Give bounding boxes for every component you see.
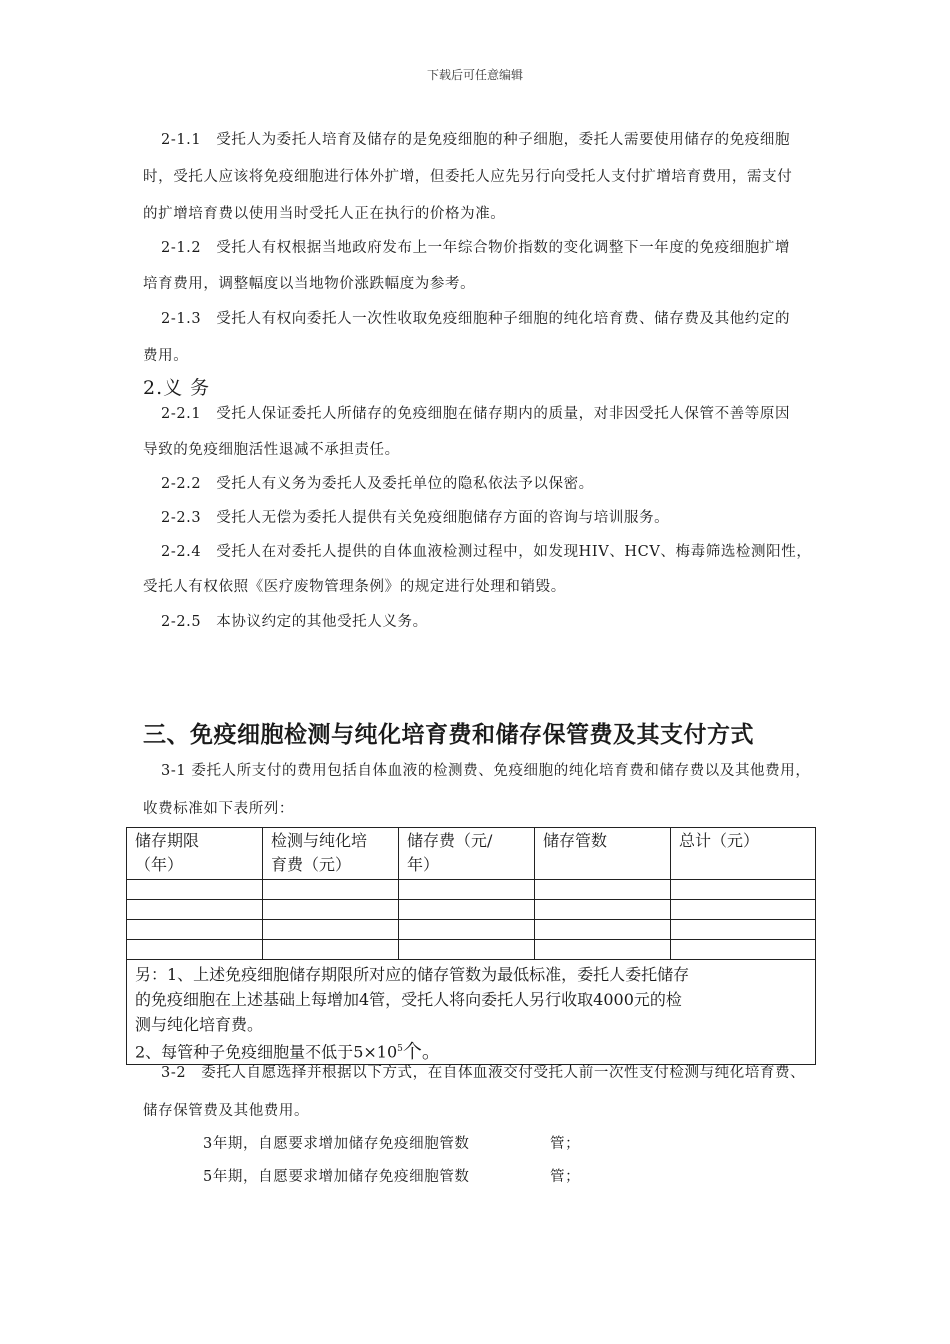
- header-storage-fee: 储存费（元/ 年）: [399, 828, 535, 880]
- table-row: [127, 940, 816, 960]
- fee-table-note: 另：1、上述免疫细胞储存期限所对应的储存管数为最低标准，委托人委托储存 的免疫细胞在上述基础上每增加4管，受托人将向委托人另行收取4000元的检 测与纯化培育费。 2、每管种子免疫细胞量不低于$5\times 10^5$个。: [127, 960, 816, 1065]
- clause-2-2-4-line1: 2-2.4 受托人在对委托人提供的自体血液检测过程中，如发现HIV、HCV、梅毒筛选检测阳性，: [161, 544, 812, 560]
- header-storage-period: 储存期限 （年）: [127, 828, 263, 880]
- page-header: 下载后可任意编辑: [426, 68, 523, 82]
- option-3-year-unit: 管；: [550, 1136, 581, 1152]
- clause-2-2-3: 2-2.3 受托人无偿为委托人提供有关免疫细胞储存方面的咨询与培训服务。: [161, 510, 670, 526]
- fee-table: [126, 827, 816, 1065]
- clause-2-1-2-line2: 培育费用，调整幅度以当地物价涨跌幅度为参考。: [143, 276, 476, 292]
- section-3-heading: 三、免疫细胞检测与纯化培育费和储存保管费及其支付方式: [143, 722, 754, 748]
- clause-2-1-1-line3: 的扩增培育费以使用当时受托人正在执行的价格为准。: [143, 206, 506, 222]
- clause-3-1-line2: 收费标准如下表所列：: [143, 801, 294, 817]
- clause-2-1-2-line1: 2-1.2 受托人有权根据当地政府发布上一年综合物价指数的变化调整下一年度的免疫细胞扩增: [161, 240, 791, 256]
- option-5-year-unit: 管；: [550, 1169, 581, 1185]
- option-5-year: 5年期，自愿要求增加储存免疫细胞管数: [203, 1169, 470, 1185]
- clause-2-1-3-line1: 2-1.3 受托人有权向委托人一次性收取免疫细胞种子细胞的纯化培育费、储存费及其他约定的: [161, 311, 791, 327]
- clause-2-2-4-line2: 受托人有权依照《医疗废物管理条例》的规定进行处理和销毁。: [143, 579, 566, 595]
- clause-3-2-line1: 3-2 委托人自愿选择并根据以下方式，在自体血液交付受托人前一次性支付检测与纯化培育费、: [161, 1065, 806, 1081]
- clause-2-1-3-line2: 费用。: [143, 348, 189, 364]
- clause-2-2-1-line2: 导致的免疫细胞活性退减不承担责任。: [143, 442, 400, 458]
- header-total: 总计（元）: [671, 828, 816, 880]
- header-testing-fee: 检测与纯化培 育费（元）: [263, 828, 399, 880]
- clause-2-1-1-line2: 时，受托人应该将免疫细胞进行体外扩增，但委托人应先另行向受托人支付扩增培育费用，需支付: [143, 169, 793, 185]
- table-row: [127, 900, 816, 920]
- clause-3-2-line2: 储存保管费及其他费用。: [143, 1103, 310, 1119]
- header-tube-count: 储存管数: [535, 828, 671, 880]
- clause-2-2-5: 2-2.5 本协议约定的其他受托人义务。: [161, 614, 428, 630]
- clause-2-1-1-line1: 2-1.1 受托人为委托人培育及储存的是免疫细胞的种子细胞，委托人需要使用储存的免疫细胞: [161, 132, 791, 148]
- clause-2-2-2: 2-2.2 受托人有义务为委托人及委托单位的隐私依法予以保密。: [161, 476, 594, 492]
- fee-table-header-row: [127, 828, 816, 880]
- duty-heading: 2.义 务: [143, 377, 211, 399]
- clause-3-1-line1: 3-1 委托人所支付的费用包括自体血液的检测费、免疫细胞的纯化培育费和储存费以及其他费用，: [161, 763, 811, 779]
- table-row: [127, 920, 816, 940]
- clause-2-2-1-line1: 2-2.1 受托人保证委托人所储存的免疫细胞在储存期内的质量，对非因受托人保管不善等原因: [161, 406, 791, 422]
- fee-table-note-row: [127, 960, 816, 1065]
- option-3-year: 3年期，自愿要求增加储存免疫细胞管数: [203, 1136, 470, 1152]
- table-row: [127, 880, 816, 900]
